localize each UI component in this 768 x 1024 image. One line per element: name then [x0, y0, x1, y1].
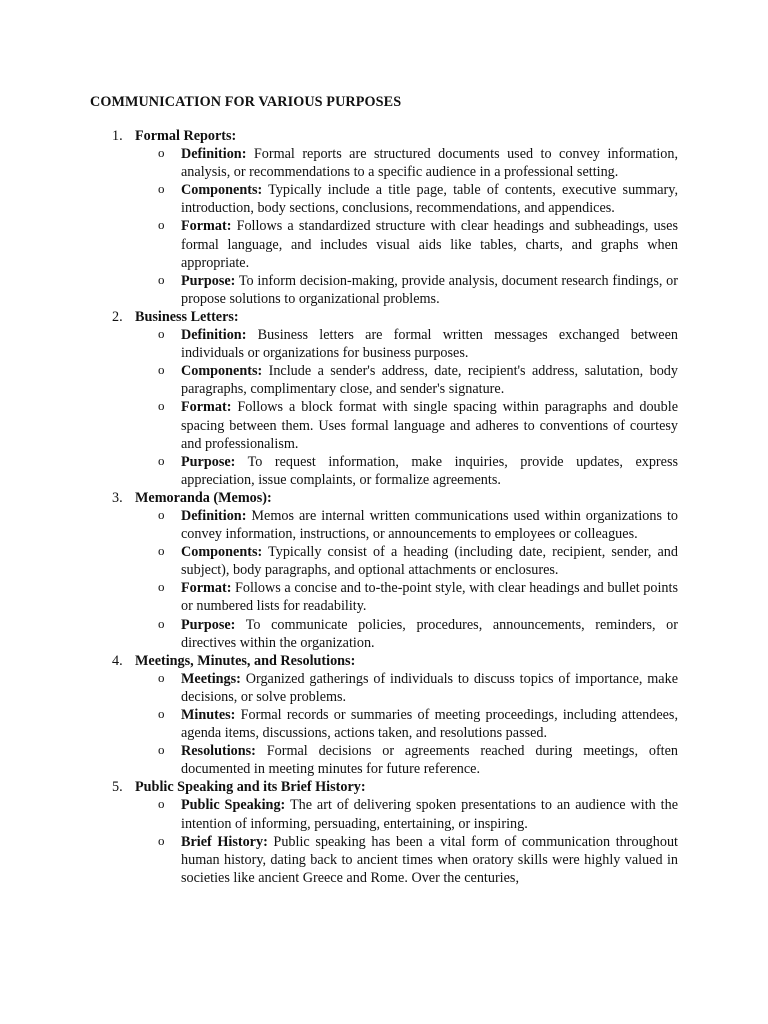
list-item: [90, 543, 678, 579]
hollow-bullet-icon: o: [158, 398, 165, 414]
item-label: Definition:: [181, 507, 247, 524]
item-label: Format:: [181, 399, 232, 416]
item-text: Follows a block format with single spacing within paragraphs and double spacing between them. Uses formal language and adheres to conventions of courtesy and professionalism.: [181, 399, 678, 452]
item-label: Purpose:: [181, 453, 236, 470]
section-number: 2.: [112, 308, 123, 325]
list-item: [90, 670, 678, 706]
item-text: Organized gatherings of individuals to discuss topics of importance, make decisions, or solve problems.: [181, 670, 678, 705]
list-item: [90, 326, 678, 362]
item-label: Purpose:: [181, 616, 236, 633]
section-5: [90, 778, 678, 887]
list-item: [90, 742, 678, 778]
section-heading-text: Memoranda (Memos):: [135, 489, 272, 506]
list-item: [90, 616, 678, 652]
section-heading: [90, 127, 678, 145]
list-item: [90, 145, 678, 181]
hollow-bullet-icon: o: [158, 271, 165, 287]
section-4: [90, 652, 678, 779]
list-item: [90, 507, 678, 543]
hollow-bullet-icon: o: [158, 706, 165, 721]
item-label: Resolutions:: [181, 743, 256, 760]
hollow-bullet-icon: o: [158, 145, 165, 161]
list-item: [90, 833, 678, 887]
section-heading-text: Formal Reports:: [135, 128, 237, 144]
item-text: To communicate policies, procedures, announcements, reminders, or directives within the organization.: [181, 616, 678, 651]
item-text: Typically consist of a heading (including date, recipient, sender, and subject), body paragraphs, and optional attachments or enclosures.: [181, 544, 678, 579]
list-item: [90, 796, 678, 832]
hollow-bullet-icon: o: [158, 326, 165, 342]
hollow-bullet-icon: o: [158, 543, 165, 559]
item-label: Components:: [181, 544, 263, 561]
item-text: Formal decisions or agreements reached during meetings, often documented in meeting minutes for future reference.: [181, 743, 678, 778]
section-heading-text: Public Speaking and its Brief History:: [135, 779, 366, 796]
item-label: Components:: [181, 182, 263, 199]
item-text: Formal records or summaries of meeting proceedings, including attendees, agenda items, discussions, actions taken, and resolutions passed.: [181, 707, 678, 742]
item-label: Definition:: [181, 146, 247, 163]
list-item: [90, 398, 678, 452]
section-number: 3.: [112, 489, 123, 506]
item-label: Format:: [181, 218, 232, 235]
item-text: Follows a concise and to-the-point style, with clear headings and bullet points or numbered lists for readability.: [181, 580, 678, 615]
hollow-bullet-icon: o: [158, 579, 165, 595]
list-item: [90, 362, 678, 398]
hollow-bullet-icon: o: [158, 615, 165, 631]
section-number: 4.: [112, 652, 123, 669]
item-text: To inform decision-making, provide analysis, document research findings, or propose solutions to organizational problems.: [181, 272, 678, 307]
document-body: [90, 127, 678, 887]
section-heading: [90, 778, 678, 796]
hollow-bullet-icon: o: [158, 506, 165, 522]
list-item: [90, 272, 678, 308]
item-label: Definition:: [181, 327, 247, 344]
section-heading: [90, 308, 678, 326]
page-title: COMMUNICATION FOR VARIOUS PURPOSES: [90, 94, 402, 110]
hollow-bullet-icon: o: [158, 832, 165, 848]
item-label: Brief History:: [181, 833, 268, 850]
item-label: Format:: [181, 580, 232, 597]
section-3: [90, 489, 678, 652]
item-text: Business letters are formal written messages exchanged between individuals or organizations for business purposes.: [181, 327, 678, 362]
item-text: Public speaking has been a vital form of communication throughout human history, dating back to ancient times when oratory skills were highly valued in societies like ancient Greece and Rome. Over the centuries,: [181, 833, 678, 886]
item-label: Purpose:: [181, 272, 236, 289]
list-item: [90, 181, 678, 217]
hollow-bullet-icon: o: [158, 742, 165, 758]
item-label: Components:: [181, 363, 263, 380]
hollow-bullet-icon: o: [158, 362, 165, 378]
section-2: [90, 308, 678, 489]
hollow-bullet-icon: o: [158, 181, 165, 197]
item-label: Public Speaking:: [181, 797, 286, 814]
list-item: [90, 706, 678, 742]
section-number: 5.: [112, 779, 123, 796]
item-text: The art of delivering spoken presentations to an audience with the intention of informing, persuading, entertaining, or inspiring.: [181, 797, 679, 832]
hollow-bullet-icon: o: [158, 217, 165, 233]
list-item: [90, 453, 678, 489]
hollow-bullet-icon: o: [158, 669, 165, 685]
item-text: Formal reports are structured documents used to convey information, analysis, or recommendations to a specific audience in a professional setting.: [181, 146, 678, 181]
item-text: Follows a standardized structure with clear headings and subheadings, uses formal language, and includes visual aids like tables, charts, and graphs when appropriate.: [181, 218, 678, 271]
list-item: [90, 579, 678, 615]
item-label: Meetings:: [181, 670, 241, 687]
section-number: 1.: [112, 128, 123, 144]
item-text: To request information, make inquiries, provide updates, express appreciation, issue complaints, or formalize agreements.: [181, 453, 678, 488]
hollow-bullet-icon: o: [158, 796, 165, 812]
list-item: [90, 217, 678, 271]
item-text: Typically include a title page, table of contents, executive summary, introduction, body sections, conclusions, recommendations, and appendices.: [181, 182, 678, 217]
item-text: Include a sender's address, date, recipient's address, salutation, body paragraphs, complimentary close, and sender's signature.: [181, 363, 678, 398]
item-text: Memos are internal written communications used within organizations to convey information, instructions, or announcements to employees or colleagues.: [181, 507, 678, 543]
hollow-bullet-icon: o: [158, 452, 165, 468]
item-label: Minutes:: [181, 707, 236, 723]
section-heading-text: Business Letters:: [135, 308, 239, 325]
section-heading-text: Meetings, Minutes, and Resolutions:: [135, 652, 356, 669]
section-heading: [90, 489, 678, 507]
section-heading: [90, 652, 678, 670]
section-1: [90, 127, 678, 308]
